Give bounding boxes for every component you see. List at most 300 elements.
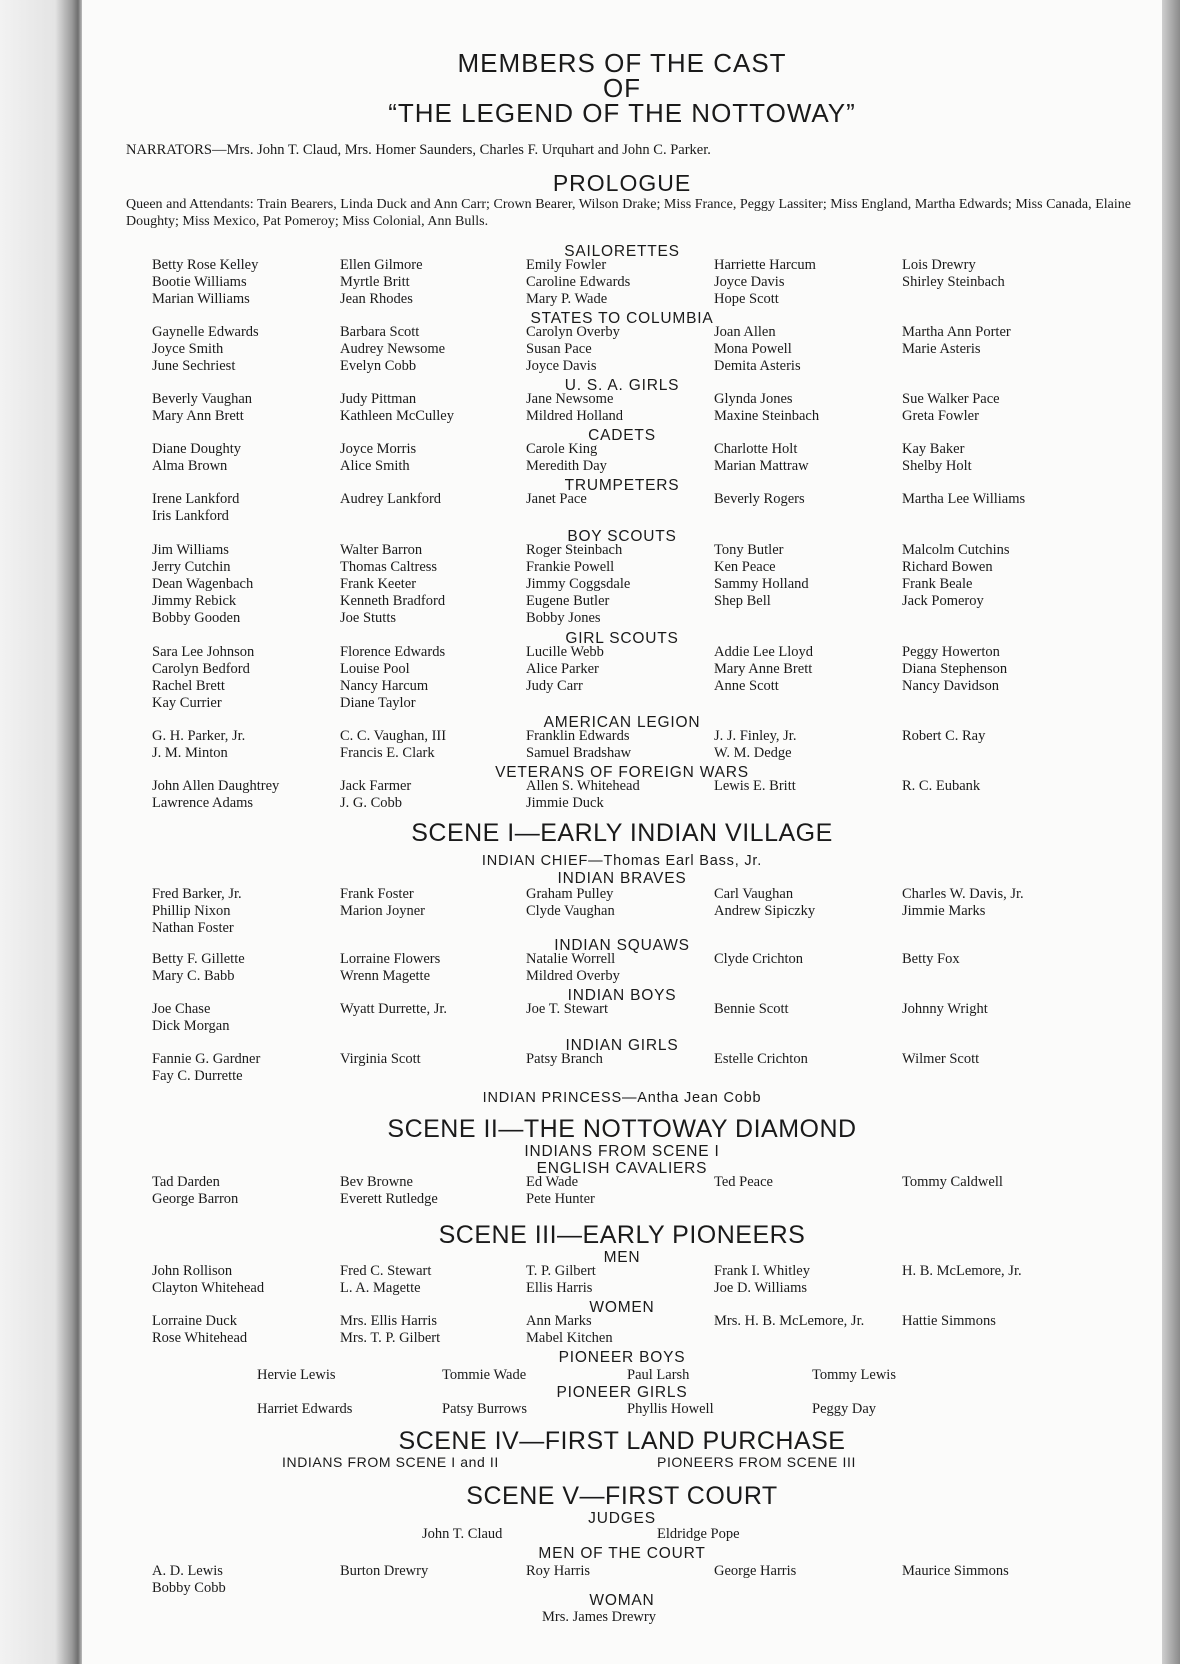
cast-member-name: H. B. McLemore, Jr. [902, 1263, 1022, 1279]
cast-column [714, 1174, 773, 1191]
cast-member-name: Betty Rose Kelley [152, 257, 259, 273]
cast-member-name: Kathleen McCulley [340, 408, 454, 424]
prologue-text: Queen and Attendants: Train Bearers, Linda Duck and Ann Carr; Crown Bearer, Wilson Drake; Miss France, Peggy Lassiter; Miss England, Martha Edwards; Miss Canada, Elaine Doughty; Miss Mexico, Pat Pomeroy; Miss Colonial, Ann Bulls. [126, 197, 1131, 229]
cast-column [812, 1367, 896, 1384]
cast-member-name: Eugene Butler [526, 593, 610, 609]
cast-column [714, 1313, 864, 1330]
cast-column [902, 1001, 988, 1018]
cast-column [282, 1454, 499, 1471]
cast-column [152, 1174, 238, 1208]
cast-member-name: Evelyn Cobb [340, 358, 417, 374]
heading-american-legion: AMERICAN LEGION [543, 714, 701, 731]
cast-member-name: Gaynelle Edwards [152, 324, 259, 340]
cast-member-name: Bev Browne [340, 1174, 413, 1190]
cast-column [152, 951, 245, 985]
heading-men-of-the-court: MEN OF THE COURT [538, 1545, 706, 1562]
cast-column [526, 1563, 590, 1580]
cast-member-name: Dick Morgan [152, 1018, 230, 1034]
cast-column [714, 542, 809, 610]
cast-member-name: Mrs. H. B. McLemore, Jr. [714, 1313, 865, 1329]
cast-member-name: Nancy Harcum [340, 678, 429, 694]
cast-member-name: Nancy Davidson [902, 678, 1000, 694]
cast-member-name: Lucille Webb [526, 644, 604, 660]
cast-member-name: Joyce Davis [526, 358, 597, 374]
cast-member-name: R. C. Eubank [902, 778, 981, 794]
cast-member-name: Sue Walker Pace [902, 391, 1000, 407]
heading-scene-v-first-court: SCENE V—FIRST COURT [466, 1482, 778, 1510]
cast-member-name: Jerry Cutchin [152, 559, 231, 575]
cast-member-name: Marion Joyner [340, 903, 425, 919]
cast-member-name: Ellis Harris [526, 1280, 593, 1296]
cast-column [526, 491, 587, 508]
cast-member-name: Frank I. Whitley [714, 1263, 810, 1279]
cast-member-name: Dean Wagenbach [152, 576, 254, 592]
cast-column [714, 1051, 808, 1068]
cast-member-name: Sara Lee Johnson [152, 644, 255, 660]
cast-member-name: Mary P. Wade [526, 291, 608, 307]
cast-member-name: Bennie Scott [714, 1001, 789, 1017]
cast-member-name: Janet Pace [526, 491, 587, 507]
cast-member-name: Eldridge Pope [657, 1526, 740, 1542]
cast-member-name: Harriet Edwards [257, 1401, 353, 1417]
heading-english-cavaliers: ENGLISH CAVALIERS [536, 1160, 708, 1177]
cast-member-name: Bobby Cobb [152, 1580, 226, 1596]
cast-member-name: Clyde Vaughan [526, 903, 615, 919]
heading-indians-from-scene-i: INDIANS FROM SCENE I [524, 1143, 720, 1160]
cast-member-name: Audrey Newsome [340, 341, 446, 357]
cast-member-name: Andrew Sipiczky [714, 903, 816, 919]
cast-member-name: Peggy Howerton [902, 644, 1000, 660]
cast-member-name: Jimmie Marks [902, 903, 986, 919]
cast-title-line2: OF [602, 73, 642, 103]
heading-states-to-columbia: STATES TO COLUMBIA [530, 310, 714, 327]
narrators-line: NARRATORS—Mrs. John T. Claud, Mrs. Homer Saunders, Charles F. Urquhart and John C. Parker. [126, 142, 711, 158]
cast-member-name: Joe Chase [152, 1001, 211, 1017]
cast-column [902, 886, 1024, 920]
cast-member-name: Charles W. Davis, Jr. [902, 886, 1024, 902]
heading-boy-scouts: BOY SCOUTS [567, 528, 677, 545]
cast-member-name: Bootie Williams [152, 274, 247, 290]
cast-column [714, 644, 813, 695]
cast-member-name: Tommy Caldwell [902, 1174, 1003, 1190]
heading-indian-boys: INDIAN BOYS [567, 987, 677, 1004]
cast-column [152, 257, 258, 308]
cast-member-name: Wilmer Scott [902, 1051, 980, 1067]
cast-member-name: Alice Smith [340, 458, 410, 474]
cast-member-name: Ken Peace [714, 559, 776, 575]
cast-member-name: Barbara Scott [340, 324, 420, 340]
cast-column [152, 1051, 260, 1085]
cast-member-name: Addie Lee Lloyd [714, 644, 814, 660]
cast-member-name: Florence Edwards [340, 644, 446, 660]
cast-member-name: Mary Ann Brett [152, 408, 244, 424]
cast-member-name: Shirley Steinbach [902, 274, 1005, 290]
cast-member-name: Robert C. Ray [902, 728, 986, 744]
cast-member-name: Carolyn Overby [526, 324, 620, 340]
cast-column [714, 257, 816, 308]
cast-member-name: Patsy Burrows [442, 1401, 527, 1417]
cast-column [714, 778, 796, 795]
heading-scene-ii-the-nottoway-diamond: SCENE II—THE NOTTOWAY DIAMOND [387, 1115, 857, 1143]
cast-column [340, 257, 423, 308]
cast-member-name: Virginia Scott [340, 1051, 421, 1067]
cast-column [714, 441, 809, 475]
cast-member-name: Beverly Rogers [714, 491, 805, 507]
cast-column [714, 728, 796, 762]
cast-member-name: Johnny Wright [902, 1001, 988, 1017]
cast-member-name: Richard Bowen [902, 559, 993, 575]
cast-member-name: Caroline Edwards [526, 274, 631, 290]
cast-member-name: Carolyn Bedford [152, 661, 250, 677]
cast-column [714, 886, 815, 920]
heading-veterans-of-foreign-wars: VETERANS OF FOREIGN WARS [495, 764, 749, 781]
cast-member-name: Franklin Edwards [526, 728, 630, 744]
cast-member-name: W. M. Dedge [714, 745, 792, 761]
cast-member-name: Frank Beale [902, 576, 973, 592]
cast-member-name: Meredith Day [526, 458, 607, 474]
cast-member-name: T. P. Gilbert [526, 1263, 596, 1279]
cast-column [714, 324, 801, 375]
heading-indian-princess-antha-jean-cobb: INDIAN PRINCESS—Antha Jean Cobb [482, 1090, 762, 1106]
cast-member-name: Diane Taylor [340, 695, 416, 711]
cast-column [340, 441, 416, 475]
cast-column [902, 728, 985, 745]
heading-men: MEN [603, 1249, 641, 1266]
cast-member-name: Bobby Gooden [152, 610, 241, 626]
cast-column [902, 1313, 996, 1330]
cast-member-name: Natalie Worrell [526, 951, 616, 967]
cast-member-name: Roy Harris [526, 1563, 591, 1579]
heading-pioneer-girls: PIONEER GIRLS [556, 1384, 688, 1401]
cast-member-name: Charlotte Holt [714, 441, 798, 457]
cast-member-name: Allen S. Whitehead [526, 778, 640, 794]
cast-column [340, 1051, 421, 1068]
heading-indian-braves: INDIAN BRAVES [557, 870, 687, 887]
cast-member-name: Fay C. Durrette [152, 1068, 243, 1084]
cast-column [902, 644, 1007, 695]
cast-member-name: Beverly Vaughan [152, 391, 252, 407]
cast-member-name: Lewis E. Britt [714, 778, 796, 794]
cast-member-name: Mabel Kitchen [526, 1330, 613, 1346]
cast-column [340, 542, 445, 627]
cast-column [526, 951, 620, 985]
heading-women: WOMEN [589, 1299, 655, 1316]
cast-member-name: Malcolm Cutchins [902, 542, 1010, 558]
cast-member-name: Paul Larsh [627, 1367, 690, 1383]
heading-scene-iv-first-land-purchase: SCENE IV—FIRST LAND PURCHASE [398, 1427, 846, 1455]
cast-member-name: Shep Bell [714, 593, 771, 609]
cast-member-name: Maxine Steinbach [714, 408, 820, 424]
cast-member-name: Lois Drewry [902, 257, 976, 273]
cast-member-name: Harriette Harcum [714, 257, 816, 273]
cast-column [442, 1367, 526, 1384]
cast-member-name: Tommy Lewis [812, 1367, 896, 1383]
cast-member-name: Maurice Simmons [902, 1563, 1009, 1579]
cast-member-name: Fred Barker, Jr. [152, 886, 242, 902]
cast-member-name: Clayton Whitehead [152, 1280, 265, 1296]
heading-sailorettes: SAILORETTES [564, 243, 680, 260]
cast-member-name: Iris Lankford [152, 508, 229, 524]
cast-member-name: Tad Darden [152, 1174, 220, 1190]
cast-column [714, 491, 805, 508]
cast-member-name: Kay Baker [902, 441, 965, 457]
cast-column [627, 1367, 689, 1384]
cast-column [442, 1401, 527, 1418]
cast-member-name: Joyce Morris [340, 441, 417, 457]
cast-column [152, 778, 279, 812]
cast-column [812, 1401, 876, 1418]
heading-scene-iii-early-pioneers: SCENE III—EARLY PIONEERS [438, 1221, 806, 1249]
cast-member-name: Estelle Crichton [714, 1051, 808, 1067]
cast-member-name: Louise Pool [340, 661, 410, 677]
heading-indian-girls: INDIAN GIRLS [565, 1037, 679, 1054]
cast-member-name: Lawrence Adams [152, 795, 254, 811]
heading-pioneer-boys: PIONEER BOYS [558, 1349, 686, 1366]
cast-member-name: Jimmy Coggsdale [526, 576, 631, 592]
cast-member-name: Jimmy Rebick [152, 593, 237, 609]
cast-column [526, 886, 615, 920]
cast-member-name: Audrey Lankford [340, 491, 442, 507]
cast-member-name: Joyce Davis [714, 274, 785, 290]
cast-member-name: L. A. Magette [340, 1280, 421, 1296]
heading-judges: JUDGES [588, 1510, 656, 1527]
cast-member-name: Jane Newsome [526, 391, 614, 407]
cast-member-name: Hope Scott [714, 291, 779, 307]
cast-member-name: John Rollison [152, 1263, 233, 1279]
cast-member-name: Jack Pomeroy [902, 593, 984, 609]
cast-member-name: Greta Fowler [902, 408, 979, 424]
cast-member-name: Diana Stephenson [902, 661, 1008, 677]
cast-member-name: Demita Asteris [714, 358, 801, 374]
cast-column [902, 1051, 979, 1068]
cast-member-name: Ed Wade [526, 1174, 579, 1190]
cast-member-name: Jimmie Duck [526, 795, 604, 811]
cast-member-name: Rachel Brett [152, 678, 225, 694]
cast-member-name: Sammy Holland [714, 576, 809, 592]
cast-column [902, 1563, 1009, 1580]
cast-column [526, 1263, 596, 1297]
cast-member-name: Alma Brown [152, 458, 228, 474]
cast-column [340, 391, 454, 425]
cast-column [340, 1263, 431, 1297]
cast-member-name: Susan Pace [526, 341, 592, 357]
cast-member-name: C. C. Vaughan, III [340, 728, 447, 744]
cast-member-name: Betty F. Gillette [152, 951, 245, 967]
cast-column [152, 441, 241, 475]
cast-member-name: Mrs. Ellis Harris [340, 1313, 438, 1329]
cast-column [526, 728, 631, 762]
cast-member-name: Lorraine Flowers [340, 951, 441, 967]
cast-member-name: PIONEERS FROM SCENE III [657, 1454, 856, 1470]
cast-member-name: Bobby Jones [526, 610, 601, 626]
program-page [82, 0, 1162, 1664]
cast-column [714, 391, 819, 425]
cast-member-name: Ted Peace [714, 1174, 773, 1190]
cast-column [526, 1051, 603, 1068]
cast-column [902, 391, 1000, 425]
cast-column [526, 1313, 613, 1347]
cast-column [257, 1401, 352, 1418]
cast-member-name: Carole King [526, 441, 598, 457]
cast-column [340, 1313, 440, 1347]
cast-member-name: Samuel Bradshaw [526, 745, 632, 761]
cast-column [902, 778, 980, 795]
cast-member-name: Alice Parker [526, 661, 599, 677]
cast-column [340, 491, 441, 508]
cast-member-name: Ann Marks [526, 1313, 592, 1329]
cast-column [657, 1526, 740, 1543]
cast-column [340, 886, 425, 920]
cast-member-name: Clyde Crichton [714, 951, 804, 967]
cast-member-name: Joe D. Williams [714, 1280, 807, 1296]
cast-member-name: Joan Allen [714, 324, 776, 340]
cast-member-name: Jim Williams [152, 542, 229, 558]
cast-member-name: Mary C. Babb [152, 968, 235, 984]
cast-member-name: Myrtle Britt [340, 274, 410, 290]
cast-member-name: Jean Rhodes [340, 291, 413, 307]
cast-member-name: Emily Fowler [526, 257, 607, 273]
cast-column [340, 644, 445, 712]
cast-member-name: Fannie G. Gardner [152, 1051, 261, 1067]
cast-title-line3: “THE LEGEND OF THE NOTTOWAY” [388, 98, 856, 128]
cast-member-name: Tony Butler [714, 542, 784, 558]
cast-member-name: Patsy Branch [526, 1051, 603, 1067]
cast-column [526, 257, 630, 308]
cast-column [902, 441, 972, 475]
cast-member-name: Hattie Simmons [902, 1313, 996, 1329]
heading-u-s-a-girls: U. S. A. GIRLS [564, 377, 680, 394]
cast-column [902, 1263, 1022, 1280]
cast-column [340, 1563, 428, 1580]
heading-girl-scouts: GIRL SCOUTS [565, 630, 679, 647]
cast-column [526, 778, 640, 812]
cast-member-name: George Harris [714, 1563, 797, 1579]
cast-column [257, 1367, 336, 1384]
cast-member-name: Martha Lee Williams [902, 491, 1026, 507]
cast-column [902, 324, 1011, 358]
cast-column [340, 778, 411, 812]
cast-member-name: Peggy Day [812, 1401, 877, 1417]
cast-member-name: Thomas Caltress [340, 559, 438, 575]
cast-column [526, 441, 607, 475]
cast-column [714, 1263, 810, 1297]
cast-member-name: John Allen Daughtrey [152, 778, 280, 794]
cast-member-name: G. H. Parker, Jr. [152, 728, 246, 744]
cast-member-name: Judy Carr [526, 678, 583, 694]
cast-member-name: Burton Drewry [340, 1563, 429, 1579]
cast-member-name: J. J. Finley, Jr. [714, 728, 797, 744]
cast-member-name: Pete Hunter [526, 1191, 595, 1207]
cast-member-name: Kenneth Bradford [340, 593, 446, 609]
cast-member-name: John T. Claud [422, 1526, 503, 1542]
cast-member-name: Mildred Overby [526, 968, 620, 984]
cast-member-name: Mrs. T. P. Gilbert [340, 1330, 441, 1346]
cast-member-name: J. G. Cobb [340, 795, 403, 811]
cast-member-name: George Barron [152, 1191, 239, 1207]
heading-woman: WOMAN [589, 1592, 655, 1609]
cast-column [152, 1263, 264, 1297]
cast-member-name: Mildred Holland [526, 408, 624, 424]
cast-member-name: Ellen Gilmore [340, 257, 423, 273]
heading-cadets: CADETS [588, 427, 656, 444]
cast-column [526, 324, 620, 375]
cast-member-name: Marian Mattraw [714, 458, 809, 474]
cast-member-name: Frank Keeter [340, 576, 417, 592]
cast-title-line1: MEMBERS OF THE CAST [457, 48, 787, 78]
cast-column [627, 1401, 714, 1418]
cast-member-name: Judy Pittman [340, 391, 417, 407]
cast-column [152, 491, 239, 525]
cast-column [902, 1174, 1003, 1191]
cast-member-name: Rose Whitehead [152, 1330, 248, 1346]
cast-member-name: J. M. Minton [152, 745, 228, 761]
cast-member-name: Lorraine Duck [152, 1313, 237, 1329]
cast-column [542, 1609, 656, 1626]
cast-member-name: Phillip Nixon [152, 903, 231, 919]
cast-column [152, 391, 252, 425]
cast-column [657, 1454, 856, 1471]
cast-member-name: Hervie Lewis [257, 1367, 336, 1383]
cast-column [902, 542, 1010, 610]
cast-column [152, 644, 254, 712]
cast-member-name: Frank Foster [340, 886, 414, 902]
cast-member-name: Kay Currier [152, 695, 222, 711]
cast-member-name: Irene Lankford [152, 491, 240, 507]
cast-member-name: A. D. Lewis [152, 1563, 223, 1579]
cast-member-name: Wrenn Magette [340, 968, 431, 984]
scan-left-edge [0, 0, 82, 1664]
cast-member-name: Everett Rutledge [340, 1191, 438, 1207]
cast-column [152, 1001, 229, 1035]
cast-column [340, 1001, 447, 1018]
cast-member-name: Betty Fox [902, 951, 960, 967]
cast-member-name: Frankie Powell [526, 559, 615, 575]
cast-column [340, 951, 440, 985]
cast-column [152, 542, 253, 627]
cast-member-name: Walter Barron [340, 542, 423, 558]
cast-column [152, 728, 245, 762]
cast-member-name: Joe Stutts [340, 610, 396, 626]
cast-member-name: Graham Pulley [526, 886, 614, 902]
cast-member-name: INDIANS FROM SCENE I and II [282, 1454, 499, 1470]
cast-column [340, 324, 445, 375]
cast-column [340, 1174, 438, 1208]
cast-member-name: Anne Scott [714, 678, 779, 694]
heading-scene-i-early-indian-village: SCENE I—EARLY INDIAN VILLAGE [411, 819, 833, 847]
cast-column [902, 491, 1025, 508]
cast-column [902, 951, 960, 968]
scan-right-edge [1162, 0, 1180, 1664]
cast-column [526, 1001, 608, 1018]
cast-column [526, 644, 604, 695]
cast-member-name: Diane Doughty [152, 441, 241, 457]
cast-member-name: Marian Williams [152, 291, 250, 307]
cast-member-name: Martha Ann Porter [902, 324, 1011, 340]
cast-member-name: Marie Asteris [902, 341, 981, 357]
cast-column [340, 728, 446, 762]
cast-member-name: Glynda Jones [714, 391, 793, 407]
cast-member-name: Shelby Holt [902, 458, 972, 474]
cast-column [902, 257, 1005, 291]
heading-indian-chief-thomas-earl-bass-jr: INDIAN CHIEF—Thomas Earl Bass, Jr. [481, 853, 763, 869]
cast-member-name: Fred C. Stewart [340, 1263, 432, 1279]
cast-column [526, 391, 623, 425]
cast-column [714, 951, 803, 968]
cast-member-name: Carl Vaughan [714, 886, 794, 902]
cast-column [526, 542, 630, 627]
cast-member-name: Mary Anne Brett [714, 661, 813, 677]
cast-column [152, 886, 242, 937]
